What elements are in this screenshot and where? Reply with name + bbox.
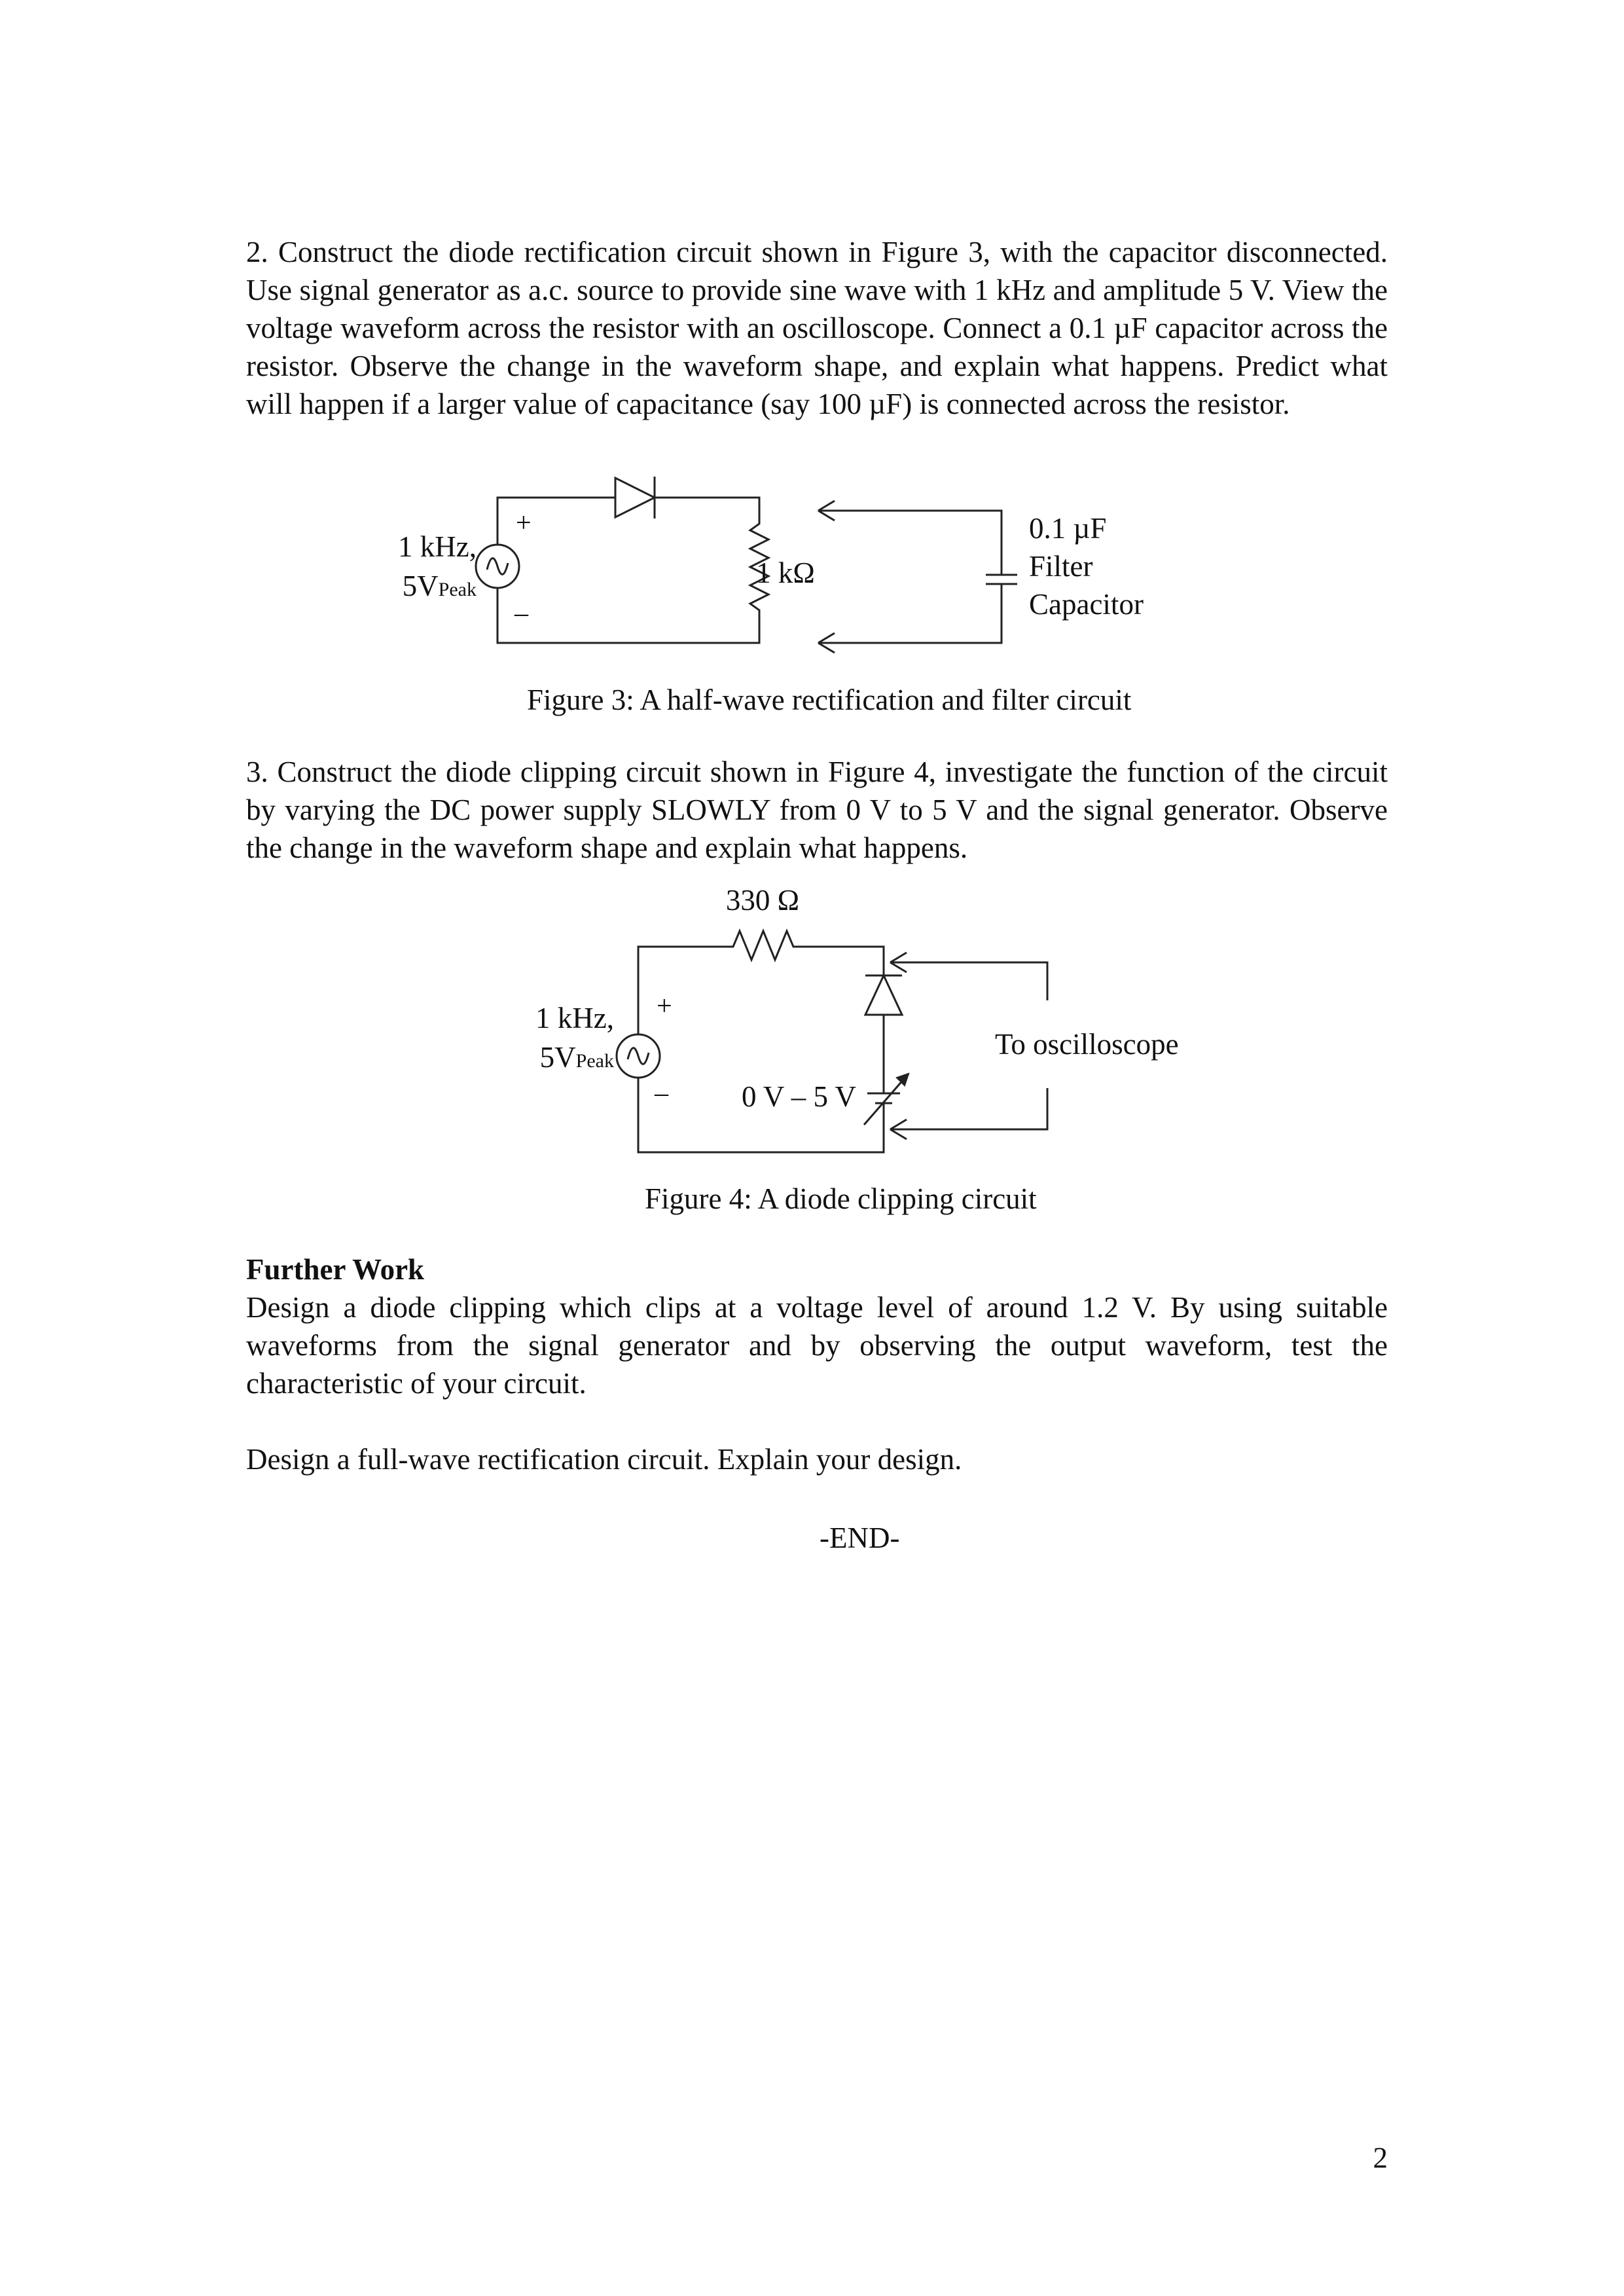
fig3-capacitor-icon [986, 575, 1017, 584]
fig4-source-frequency: 1 kHz, [535, 1002, 614, 1034]
fig4-resistor-label: 330 Ω [725, 884, 800, 917]
figure-3-caption: Figure 3: A half-wave rectification and filter circuit [527, 683, 1132, 716]
fig3-capacitor-label-filter: Filter [1029, 550, 1093, 583]
section-3-instructions: 3. Construct the diode clipping circuit shown in Figure 4, investigate the function of the circuit by varying the DC power supply SLOWLY from 0 V to 5 V and the signal generator. Observe the change in the waveform shape and explain what happens. [246, 756, 1388, 864]
page-number: 2 [1373, 2141, 1388, 2174]
figure-4-caption: Figure 4: A diode clipping circuit [645, 1182, 1037, 1215]
fig4-ac-source-icon [617, 1034, 660, 1078]
fig3-source-frequency: 1 kHz, [398, 530, 477, 563]
fig3-wire-diode-to-resistor [655, 498, 759, 512]
fig3-diode-icon [615, 477, 655, 519]
fig4-wire-scope-top [890, 962, 1047, 1000]
fig3-resistor-label: 1 kΩ [756, 556, 815, 589]
further-work-heading: Further Work [246, 1253, 425, 1286]
fig3-wire-capacitor-top [818, 511, 1001, 575]
figure-4-circuit [497, 877, 1218, 1159]
fig3-wire-source-top [497, 498, 615, 545]
fig3-wire-source-bottom [497, 588, 759, 643]
fig4-dc-supply-label: 0 V – 5 V [741, 1080, 856, 1113]
further-work-paragraph-2: Design a full-wave rectification circuit. Explain your design. [246, 1443, 962, 1476]
fig3-ac-source-icon [476, 545, 519, 588]
fig4-diode-icon [865, 975, 902, 1015]
fig3-source-amplitude: 5VPeak [402, 570, 477, 602]
fig3-wire-capacitor-bottom [818, 584, 1001, 643]
fig4-source-amplitude: 5VPeak [539, 1041, 614, 1074]
fig4-wire-scope-bottom [890, 1088, 1047, 1129]
further-work-paragraph-1: Design a diode clipping which clips at a voltage level of around 1.2 V. By using suitable waveforms from the signal generator and by observing the output waveform, test the characteristic of your circuit. [246, 1291, 1388, 1400]
fig4-source-minus: – [655, 1078, 668, 1108]
fig3-capacitor-value: 0.1 µF [1029, 512, 1107, 545]
fig4-source-plus: + [657, 991, 672, 1021]
fig4-oscilloscope-label: To oscilloscope [995, 1028, 1179, 1061]
fig4-wire-resistor-to-diode [800, 947, 884, 975]
fig3-source-plus: + [516, 508, 532, 538]
fig4-variable-dc-supply-icon [864, 1074, 909, 1125]
figure-3-circuit [367, 471, 1191, 661]
fig4-wire-source-top [638, 947, 727, 1034]
fig4-resistor-icon [727, 931, 800, 960]
end-marker: -END- [820, 1522, 900, 1554]
section-2-instructions: 2. Construct the diode rectification circuit shown in Figure 3, with the capacitor disconnected. Use signal generator as a.c. source to provide sine wave with 1 kHz and amplitude 5 V. View the voltage waveform across the resistor with an oscilloscope. Connect a 0.1 µF capacitor across the resistor. Observe the change in the waveform shape, and explain what happens. Predict what will happen if a larger value of capacitance (say 100 µF) is connected across the resistor. [246, 236, 1388, 420]
fig3-source-minus: – [514, 598, 528, 629]
fig3-capacitor-label-capacitor: Capacitor [1029, 588, 1144, 621]
